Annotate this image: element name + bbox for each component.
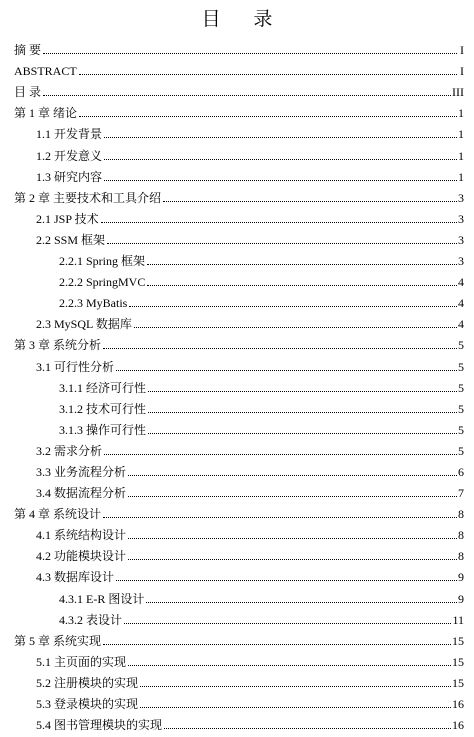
toc-dot-leader: [148, 432, 457, 434]
toc-dot-leader: [128, 664, 451, 666]
toc-entry-label: 3.2 需求分析: [36, 443, 103, 458]
toc-dot-leader: [124, 622, 451, 624]
toc-dot-leader: [164, 727, 451, 729]
toc-dot-leader: [140, 706, 451, 708]
toc-entry-label: 第 3 章 系统分析: [14, 338, 102, 353]
toc-dot-leader: [116, 579, 457, 581]
toc-entry-label: 1.3 研究内容: [36, 169, 103, 184]
toc-entry[interactable]: [0, 500, 474, 521]
toc-dot-leader: [116, 369, 457, 371]
toc-entry-label: 5.2 注册模块的实现: [36, 675, 139, 690]
toc-entry-label: 3.1.2 技术可行性: [59, 401, 147, 416]
toc-entry-page: 5: [458, 359, 464, 374]
toc-entry-page: 16: [452, 697, 464, 711]
toc-dot-leader: [128, 537, 457, 539]
toc-dot-leader: [129, 305, 457, 307]
toc-dot-leader: [147, 284, 457, 286]
toc-entry[interactable]: [0, 247, 474, 268]
toc-entry-label: 4.3.2 表设计: [59, 612, 123, 627]
toc-entry-label: 2.2.2 SpringMVC: [59, 275, 146, 290]
toc-entry[interactable]: [0, 36, 474, 57]
toc-entry[interactable]: [0, 606, 474, 627]
toc-dot-leader: [134, 326, 457, 328]
toc-entry-label: 4.3.1 E-R 图设计: [59, 591, 145, 606]
toc-entry-page: 16: [452, 718, 464, 733]
toc-entry-page: 11: [452, 612, 464, 627]
toc-entry-page: 6: [458, 464, 464, 479]
toc-entry-label: 3.1.1 经济可行性: [59, 380, 147, 395]
toc-entry-page: I: [460, 43, 464, 58]
toc-entry-page: 15: [452, 654, 464, 669]
toc-dot-leader: [104, 158, 457, 160]
toc-entry[interactable]: [0, 627, 474, 648]
toc-entry[interactable]: [0, 268, 474, 289]
toc-entry[interactable]: [0, 184, 474, 205]
toc-entry-page: 3: [458, 232, 464, 247]
toc-entry-page: 5: [458, 338, 464, 353]
toc-entry-page: 15: [452, 675, 464, 690]
toc-entry-label: 第 4 章 系统设计: [14, 507, 102, 522]
toc-entry-label: 5.4 图书管理模块的实现: [36, 718, 163, 733]
toc-entry[interactable]: [0, 78, 474, 99]
toc-entry-label: 2.3 MySQL 数据库: [36, 317, 132, 332]
toc-entry-label: 摘 要: [14, 43, 42, 58]
toc-entry[interactable]: [0, 205, 474, 226]
toc-dot-leader: [163, 200, 457, 202]
toc-entry-page: 9: [458, 570, 464, 585]
toc-entry[interactable]: [0, 563, 474, 584]
toc-entry[interactable]: [0, 542, 474, 563]
toc-entry[interactable]: [0, 648, 474, 669]
toc-dot-leader: [147, 263, 457, 265]
toc-entry-page: III: [452, 85, 464, 100]
toc-title: 目 录: [201, 9, 287, 30]
toc-entry-label: 第 1 章 绪论: [14, 106, 78, 121]
toc-entry-label: ABSTRACT: [14, 64, 77, 79]
toc-dot-leader: [101, 221, 457, 223]
toc-entry[interactable]: [0, 711, 474, 732]
toc-dot-leader: [104, 179, 457, 181]
toc-entry-page: 4: [458, 275, 464, 290]
toc-list: [0, 36, 474, 732]
toc-dot-leader: [104, 453, 457, 455]
toc-entry-page: 3: [458, 254, 464, 269]
toc-entry-page: 1: [458, 148, 464, 163]
toc-entry-label: 2.2.1 Spring 框架: [59, 254, 146, 269]
toc-entry-page: 4: [458, 296, 464, 311]
toc-entry[interactable]: [0, 57, 474, 78]
toc-entry[interactable]: [0, 374, 474, 395]
toc-entry-page: I: [460, 64, 464, 79]
toc-entry-label: 3.1.3 操作可行性: [59, 422, 147, 437]
toc-dot-leader: [104, 136, 457, 138]
toc-entry-page: 1: [458, 169, 464, 184]
toc-dot-leader: [148, 390, 457, 392]
toc-dot-leader: [148, 411, 457, 413]
toc-entry[interactable]: [0, 521, 474, 542]
toc-entry-label: 4.3 数据库设计: [36, 570, 115, 585]
toc-entry[interactable]: [0, 163, 474, 184]
toc-dot-leader: [103, 347, 457, 349]
toc-dot-leader: [107, 242, 457, 244]
toc-entry-page: 4: [458, 317, 464, 332]
toc-entry-page: 5: [458, 443, 464, 458]
toc-dot-leader: [128, 495, 457, 497]
toc-entry-page: 1: [458, 127, 464, 142]
toc-entry[interactable]: [0, 437, 474, 458]
toc-entry[interactable]: [0, 99, 474, 120]
toc-entry[interactable]: [0, 120, 474, 141]
toc-entry[interactable]: [0, 669, 474, 690]
toc-entry-label: 3.4 数据流程分析: [36, 486, 127, 501]
toc-entry[interactable]: [0, 395, 474, 416]
toc-dot-leader: [128, 474, 457, 476]
toc-entry[interactable]: [0, 141, 474, 162]
toc-entry-label: 目 录: [14, 85, 42, 100]
toc-entry-page: 9: [458, 591, 464, 606]
toc-entry-label: 1.2 开发意义: [36, 148, 103, 163]
toc-entry-label: 第 5 章 系统实现: [14, 633, 102, 648]
toc-entry[interactable]: [0, 331, 474, 352]
toc-entry-label: 1.1 开发背景: [36, 127, 103, 142]
toc-entry-page: 5: [458, 422, 464, 437]
toc-entry[interactable]: [0, 310, 474, 331]
toc-entry-page: 15: [452, 633, 464, 648]
toc-entry-page: 8: [458, 549, 464, 564]
toc-entry-label: 2.2.3 MyBatis: [59, 296, 128, 311]
toc-entry[interactable]: [0, 416, 474, 437]
toc-entry[interactable]: [0, 352, 474, 373]
toc-entry-page: 8: [458, 507, 464, 522]
toc-entry[interactable]: [0, 226, 474, 247]
toc-entry-label: 5.1 主页面的实现: [36, 654, 127, 669]
toc-entry-label: 4.1 系统结构设计: [36, 528, 127, 543]
toc-entry-page: 3: [458, 190, 464, 205]
toc-entry-label: 5.3 登录模块的实现: [36, 697, 139, 711]
toc-entry-label: 2.1 JSP 技术: [36, 211, 99, 226]
toc-entry-page: 8: [458, 528, 464, 543]
toc-entry[interactable]: [0, 584, 474, 605]
toc-dot-leader: [103, 516, 457, 518]
toc-dot-leader: [79, 115, 457, 117]
toc-dot-leader: [43, 94, 451, 96]
toc-entry-page: 3: [458, 211, 464, 226]
toc-entry-page: 5: [458, 380, 464, 395]
toc-entry-label: 4.2 功能模块设计: [36, 549, 127, 564]
toc-entry-label: 第 2 章 主要技术和工具介绍: [14, 190, 162, 205]
toc-dot-leader: [128, 558, 457, 560]
toc-entry-label: 3.3 业务流程分析: [36, 464, 127, 479]
toc-dot-leader: [79, 73, 457, 75]
toc-entry-page: 1: [458, 106, 464, 121]
toc-entry-page: 7: [458, 486, 464, 501]
toc-entry[interactable]: [0, 289, 474, 310]
toc-entry-label: 2.2 SSM 框架: [36, 232, 106, 247]
toc-entry-label: 3.1 可行性分析: [36, 359, 115, 374]
toc-dot-leader: [140, 685, 451, 687]
toc-entry[interactable]: [0, 690, 474, 711]
toc-dot-leader: [103, 643, 451, 645]
toc-dot-leader: [43, 52, 457, 54]
toc-entry[interactable]: [0, 458, 474, 479]
toc-entry-page: 5: [458, 401, 464, 416]
toc-dot-leader: [146, 601, 457, 603]
toc-entry[interactable]: [0, 479, 474, 500]
